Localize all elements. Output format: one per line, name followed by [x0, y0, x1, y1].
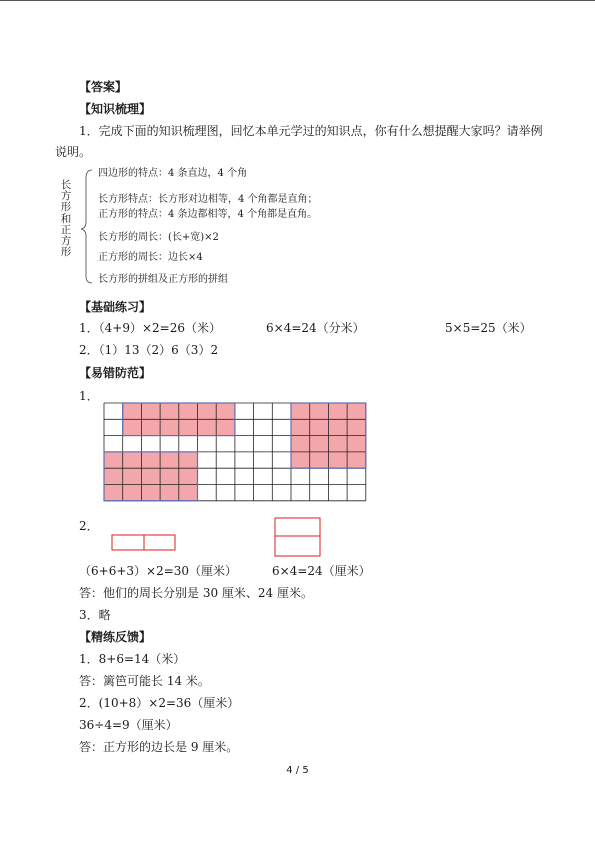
answer-heading: 【答案】	[79, 80, 128, 94]
answer-line: 答：他们的周长分别是 30 厘米、24 厘米。	[79, 586, 313, 600]
knowledge-map-item: 长方形特点：长方形对边相等，4 个角都是直角；	[98, 194, 318, 205]
page-number: 4 / 5	[286, 765, 309, 776]
answer-line: 2．（1）13（2）6（3）2	[79, 343, 219, 357]
answer-line: 3．略	[79, 608, 111, 622]
calculation-line: （6+6+3）×2=30（厘米）	[79, 564, 238, 578]
answer-line: 6×4=24（分米）	[266, 321, 365, 335]
question-text: 说明。	[55, 145, 92, 159]
section-heading-practice: 【精练反馈】	[79, 630, 152, 644]
knowledge-map-item: 长方形的周长：(长+宽)×2	[98, 232, 219, 243]
question-text: 1．完成下面的知识梳理图，回忆本单元学过的知识点，你有什么想提醒大家吗？请举例	[79, 124, 543, 138]
calculation-line: 6×4=24（厘米）	[272, 564, 371, 578]
answer-line: 1．8+6=14（米）	[79, 652, 186, 666]
knowledge-map-root: 长方形和正方形	[60, 179, 72, 259]
knowledge-map-item: 正方形的周长：边长×4	[98, 252, 203, 263]
question-label: 2．	[79, 519, 99, 533]
knowledge-map-item: 长方形的拼组及正方形的拼组	[98, 274, 228, 285]
answer-line: 1．（4+9）×2=26（米）	[79, 321, 221, 335]
knowledge-map-item: 正方形的特点：4 条边都相等，4 个角都是直角。	[98, 209, 318, 220]
answer-line: 2．(10+8）×2=36（厘米）	[79, 696, 240, 710]
section-heading-basic: 【基础练习】	[79, 300, 152, 314]
answer-line: 答：正方形的边长是 9 厘米。	[79, 740, 239, 754]
section-heading-knowledge: 【知识梳理】	[79, 102, 152, 116]
answer-line: 答：篱笆可能长 14 米。	[79, 674, 210, 688]
answer-line: 5×5=25（米）	[445, 321, 532, 335]
answer-line: 36÷4=9（厘米）	[79, 718, 178, 732]
question-label: 1．	[79, 389, 99, 403]
knowledge-map-item: 四边形的特点：4 条直边，4 个角	[98, 168, 248, 179]
section-heading-error: 【易错防范】	[79, 366, 152, 380]
rectangle-shape-b	[275, 518, 320, 556]
